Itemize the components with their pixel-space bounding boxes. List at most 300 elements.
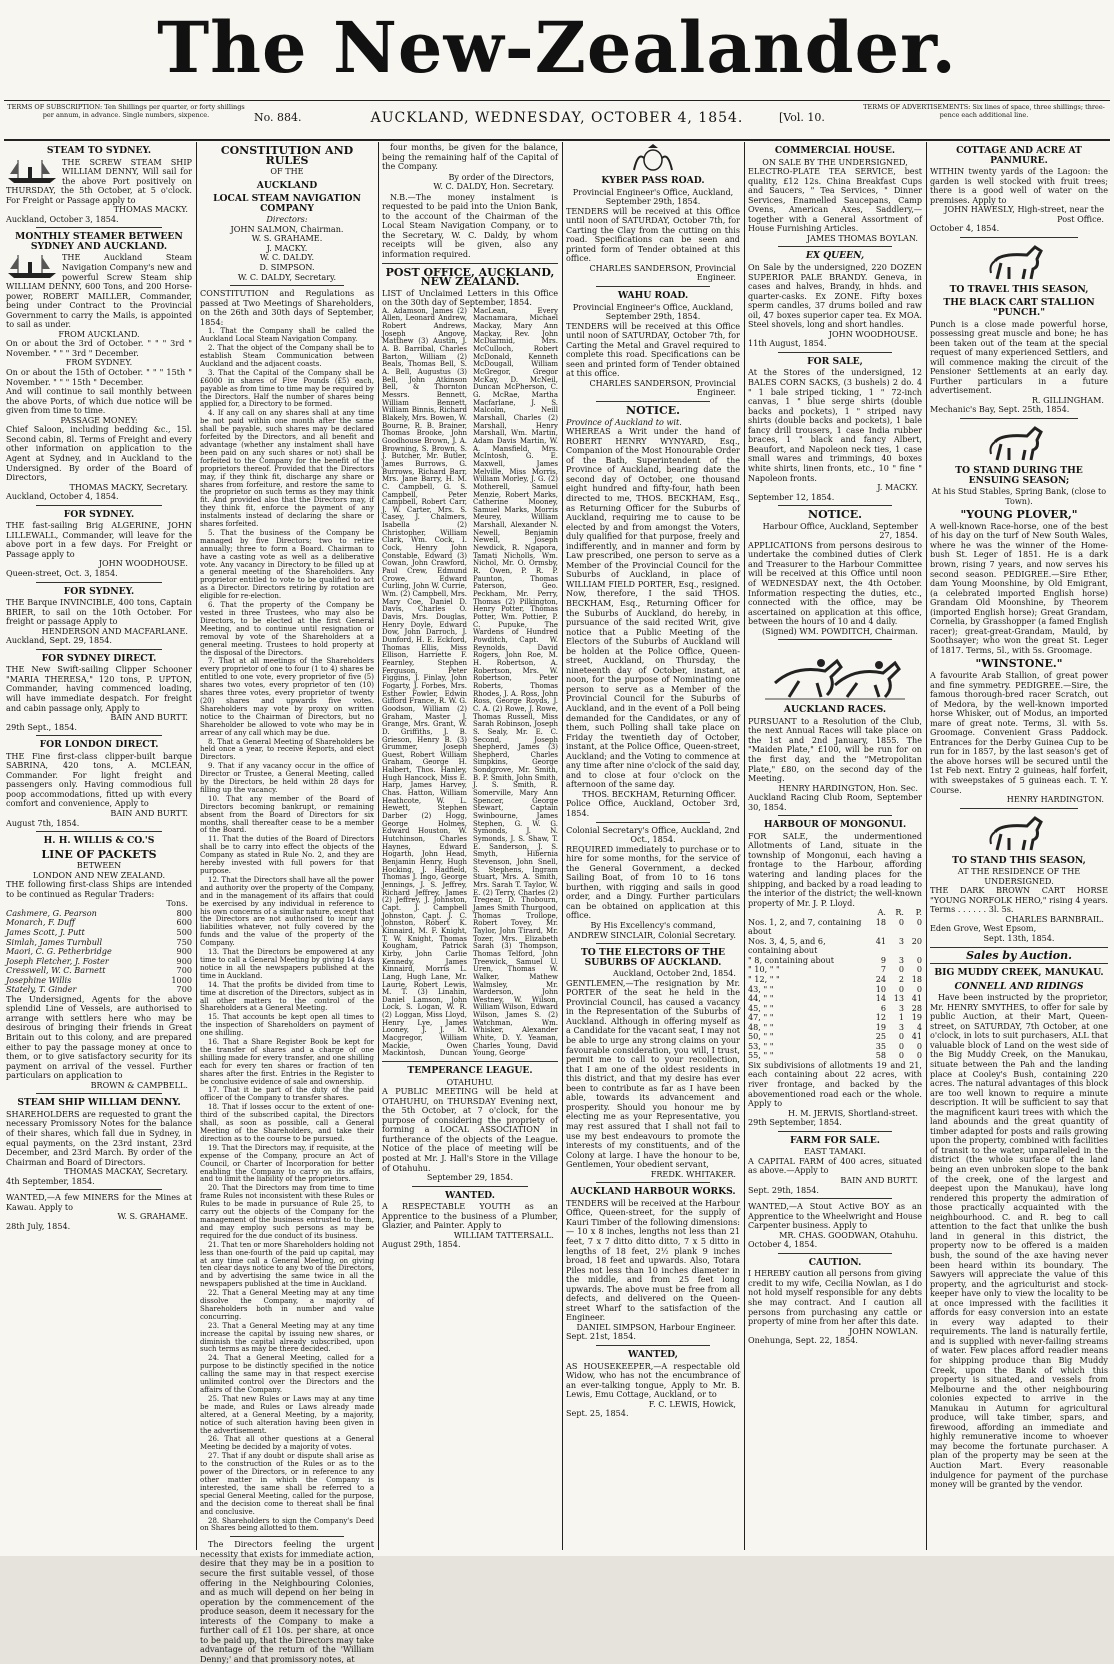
table-row [748, 937, 922, 956]
separator [930, 963, 1108, 964]
note-text: N.B.—The money instalment is requested to be paid into the Union Bank, to the account of the Chairman of the Local Steam Navigation Company, or to the Secretary, W. C. Daldy, by whom receipts will be given, also any information required. [382, 191, 558, 260]
constitution-rule: 4. If any call on any shares shall at any time be not paid within one month after the same shall be payable, such shares may be declared forfeited by the Directors, and all benefit and advantage (whether any instalment shall have been paid on any such shares or not) shall be forfeited to the Company for the benefit of the proprietors thereof. Provided that the Directors may, if they think fit, discharge any share or shares from forfeiture, and restore the same to the proprietor on such terms as they may think fit. And provided also that the Directors may, if they think fit, enforce the payment of any instalments instead of declaring the share or shares forfeited. [200, 409, 374, 529]
advert-signature: F. C. LEWIS, Howick, [648, 1398, 736, 1409]
advert-date: October 4, 1854. [748, 1239, 818, 1250]
separator [778, 246, 892, 247]
director-name: J. MACKY. [266, 242, 308, 253]
ship-tons: 700 [176, 984, 192, 995]
subheading: LONDON AND NEW ZEALAND. [32, 869, 166, 880]
heading-stand-season: TO STAND DURING THE ENSUING SEASON; [955, 465, 1083, 486]
constitution-rule: 6. That the property of the Company be vested in three Trustees, who may also be Directors, to be elected at the first General Meeting, and to continue until resignation or removal by vote of the Shareholders at a general meeting. Trustees to hold property at the disposal of the Directors. [200, 601, 374, 657]
advert-date: Police Office, Auckland, October 3rd, 1854. [566, 798, 740, 818]
schedule: On or about the 3rd of October. " " " 3rd " November. " " " 3rd " December. [6, 338, 192, 358]
table-cell: 0 [898, 1050, 904, 1061]
table-cell: 0 [898, 964, 904, 975]
advert-text: THE SCREW STEAM SHIP WILLIAM DENNY, Will sail for the above Port positively on THURSDAY, the 5th October, at 5 o'clock. For Freight or Passage apply to [6, 156, 192, 205]
heading-notice: NOTICE. [626, 404, 680, 418]
constitution-rule: 11. That the duties of the Board of Directors shall be to carry into effect the objects of the Company as stated in Rule No. 2, and they are hereby invested with full powers for that purpose. [200, 835, 374, 876]
table-row [748, 994, 922, 1004]
advert-text: THE Auckland Steam Navigation Company's new and powerful Screw Steam ship WILLIAM DENNY, 600 Tons, and 200 Horse-power, ROBERT MAILLER, Commander, being under Contract to the Provincial Government to carry the Mails, is appointed to sail as under. [6, 252, 192, 330]
separator [960, 808, 1078, 809]
heading-for-sale: FOR SALE, [807, 355, 863, 367]
advert-text: WANTED,—A few MINERS for the Mines at Kawau. Apply to [6, 1192, 192, 1212]
constitution-rule: 18. That if losses occur to the extent of one-third of the subscribed capital, the Directors shall, as soon as possible, call a General Meeting of the Shareholders, and take their direction as to the course to be pursued. [200, 1103, 374, 1143]
subscription-terms: TERMS OF SUBSCRIPTION: Ten Shillings per quarter, or forty shillings per annum, in advance. Single numbers, sixpence. [7, 103, 245, 119]
heading-for-sydney: FOR SYDNEY. [63, 585, 135, 597]
horse-name: "YOUNG PLOVER," [960, 508, 1078, 522]
advert-signature: BAIN AND BURTT. [840, 1174, 918, 1185]
advert-text: GENTLEMEN,—The resignation by Mr. PORTER of the seat he held in the Provincial Council, has caused a vacancy in the Representation of the Suburbs of Auckland. Although in offering myself as a Candidate for the vacant seat, I may not be able to urge any strong claims on your favourable consideration, you will, I trust, permit me to call to your recollection, that I am one of the oldest residents in this district, and that my desire has ever been to contribute as far as I have been able, towards its advancement and prosperity. Should you honour me by electing me as your Representative, you may rest assured that I shall not fail to use my best endeavours to promote the interests of my constituents, and of the Colony at large. I have the honour to be, Gentlemen, Your obedient servant, [566, 977, 740, 1170]
table-cell: 43, " " [748, 983, 774, 994]
constitution-rule: 1. That the Company shall be called the Auckland Local Steam Navigation Company. [200, 327, 374, 344]
constitution-rule: 9. That if any vacancy occur in the office of Director or Trustee, a General Meeting, called by the Directors, be held within 28 days for filling up the vacancy. [200, 762, 374, 794]
advert-text: THE fast-sailing Brig ALGERINE, JOHN LILLEWALL, Commander, will leave for the above port in a few days. For Freight or Passage apply to [6, 520, 192, 559]
advert-signature: CHARLES SANDERSON, Provincial Engineer. [589, 262, 736, 283]
subheading: OF THE [270, 166, 304, 177]
separator [778, 505, 892, 506]
advert-date: Sept. 13th, 1854. [983, 933, 1055, 943]
rule-list [200, 328, 374, 1533]
heading-mongonui: HARBOUR OF MONGONUI. [763, 819, 907, 831]
advert-text: WITHIN twenty yards of the Lagoon: the garden is well stocked with fruit trees; there is a good well of water on the premises. Apply to [930, 166, 1108, 205]
separator [596, 286, 710, 287]
constitution-rule: 27. That if any doubt or dispute shall arise as to the construction of the Rules or as to the power of the Directors, or in reference to any other matter in which the Company is interested, the same shall be referred to a special General Meeting, called for the purpose, and the decision come to thereat shall be final and conclusive. [200, 1452, 374, 1516]
table-cell: 3 [898, 935, 904, 946]
advert-signature: THOMAS MACKY, Secretary. [69, 481, 188, 492]
advert-signature: (Signed) WM. POWDITCH, Chairman. [762, 625, 918, 636]
advert-date: September 29, 1854. [426, 1172, 514, 1183]
heading-auckland-races: AUCKLAND RACES. [783, 704, 887, 716]
unclaimed-letters-list: A. Adamson, James (2) Allen, Leonard Andrew, Robert Andrews, Joseph Angove, Matthew (3) Austin, J. A. B. Barribal, Charles Barton, William (2) Beals, Thomas Bell, S. A. Bell, Augustus (3) Bell, John Atkinson Bell, & Thornton Messrs. Bennett, William Bennett, William Binnis, Richard Blakely, Mrs. Bowen, W. Bourne, R. B. Brainer, Thomas Brooke, John Goodhouse Brown, J. A. Browning, S. Brown, S. J. Butcher, Mr. Butler, James Burrows, G. Burrows, Richard Barr, Mrs. Jane Barry, H. M. C. Campbell, G. S. Campbell, Peter Campbell, Robert Carr, J. W. Carter, Mrs. S. Casey, J. Chalmers, Isabella (2) Christopher, William Clark, Wm. Cock, I. Cock, Henry John Constable, Edward (3) Cowan, John Crawford, Paul Crew, Edmund Crowe, Edward Curling, John W. Currie, Wm. (2) Campbell, Mrs. Mary Coe, Daniel D. Davis, Charles O. Davis, Mrs. Douglas, Henry Doyle, Edward Dow, John Darroch, J. Dunford, H. E. Eckford, Thomas Ellis, Miss Ellison, Harriette F. Fearnley, Stephen Ferguson, Peter Figgins, J. Finlay, John Fogarty, J. Forbes, Mrs. Esther Fowler, Edwin Gifford France, R. W. G. Goodson, William (2) Graham, Master J. Grange, Mrs. Grant, W. D. Griffiths, J. B. Grieson, Henry B. (3) Grummer, Joseph Guest, Robert William Graham, George H. Halbert, Thos. Hanley, Hugh Hancock, Miss E. Harp, James Harvey, Chas. Hatton, William Heathcote, W. L. Hewett, Stephen Darber (2) Hogg, George Holmes, Edward Houston, W. Hutchinson, Charles Haynes, Edward Hogarth, John Head, Benjamin Henry, Hugh Hocking, J. Hadfield, Thomas J. Ingo, George Jennings, J. S. Jeffrey, Richard Jeffrey, James (2) Jeffrey, J. Johnston, Capt. J. Campbell Johnston, Capt. J. C. Johnston, Robert K. Kinnaird, M. F. Knight, T. W. Knight, Thomas Kougham, Patrick Kirby, John Carlie Kennedy, James Kinnaird, Morris L. Lang, Hugh Lane, Mr. Laurie, Robert Lewis, M. T. (3) Linahin, Daniel Lamson, John Lock, S. Logan, W. R. (2) Loggan, Miss Lloyd, Henry Lye, James Looney, J. J. M. Macgregor, William Mackie, Owen Mackintosh, Duncan MacLean, Every Macnamara, Michael Mackay, Mary Ann Mackay, Rev. John McDiarmid, Mrs. McCulloch, Robert McDonald, Kenneth McDougall, William McGregor, Gregor McKay, D. McNeil, Duncan McPherson, C. G. McRae, Martha Macfarlane, J. S. Malcolm, Neill Marshall, Charles (2) Marshall, Henry Marshall, Wm. Martin, Adam Davis Martin, W. A. Mansfield, Mrs. McIntosh, G. E. Maxwell, James Melville, Miss Morris, William Morley, J. G. (2) Motherell, Samuel Menzie, Robert Marks, Catherine Mooney, Samuel Marks, Morris Meurey, William Marshall, Alexander N. Newell, Benjamin Newell, Joseph Newdick, R. Ngapora, Tamati Nicholls, Wm. Nichol, Mr. O. Ormsby, R. Owen, P. R. P. Paunton, Thomas Paterson, Geo. Peckham, Mr. Perry, Thomas (2) Pilkington, Henry Potter, Thomas Potter, Wm. Pottier, P. C. Pupuke, The Wardens of Hundred Powditch, Capt. W. Reynolds, David Rogers, John Roe, M. H. Robertson, A. Robertson, Mrs. W. Robertson, Peter Roberts, Thomas Rhodes, J. A. Ross, John Ross, George Royds, J. C. A. (2) Rowe, J. Rowe, Thomas Russell, Miss Sarah Robinson, Joseph S. Sealy, Mr. E. C. Second, Joseph Shepherd, James (3) Shepherd, Charles Simpkins, George Sondgrove, Mr. Smith, B. P. Smith, John Smith, J. S. Smith, R. Somerville, Mary Ann Spencer, George Stewart, Captain Swinbourne, James Stephen, G. W. G. Symonds, J. N. Symonds, J. S. Shaw, T. E. Sanderson, J. S. Smyth, Hibernia Stevenson, John Snell, S. Stephens, Ingram Stuart, Mrs. A. Smith, Mrs. Sarah T. Taylor, W. E. (2) Terry, Charles (2) Tregear, D. Thobourn, James Smith Thurgood, Thomas Trollope, Robert Tovey, Mr. Taylor, John Tirard, Mr. Tozer, Mrs. Elizabeth Sarah (3) Thompson, Thomas Telford, John Treewick, Samuel U. Uren, Thomas W. Walker, Mathew Walmsley, Mr. Warderson, John Westney, W. Wilson, William Wilson, Edward Wilson, James S. (2) Watchman, Wm. Whisker, Alexander White, D. Y. Yeaman, Charles Young, David Young, George [382, 306, 558, 1058]
constitution-rule: 23. That a General Meeting may at any time increase the capital by issuing new shares, or diminish the capital already subscribed, upon such terms as may be there decided. [200, 1321, 374, 1354]
advert-signature: BAIN AND BURTT. [110, 808, 188, 818]
director-name: W. C. DALDY, Secretary. [237, 271, 337, 282]
separator [596, 1182, 710, 1183]
table-cell: A. [877, 907, 886, 918]
constitution-rule: 12. That the Directors shall have all the power and authority over the property of the Company, and in the management of its affairs that could be exercised by any individual in reference to his own concerns of a similar nature, except that the Directors are not authorised to incur any liabilities whatever, not fully covered by the funds and the value of the property of the Company. [200, 875, 374, 948]
advert-signature: W. S. GRAHAME. [117, 1211, 188, 1222]
table-cell: 20 [911, 935, 922, 946]
ship-name: Simlah, James Turnbull [6, 936, 103, 947]
separator [778, 352, 892, 353]
schedule: On or about the 15th of October. " " " 15th " November. " " " 15th " December. [6, 367, 192, 387]
ship-tons: 800 [176, 907, 192, 918]
separator [960, 237, 1078, 238]
tons-label: Tons. [166, 898, 188, 909]
table-cell: 47, " " [748, 1012, 774, 1023]
table-cell: Nos. 3, 4, 5, and 6, containing about [748, 935, 826, 956]
separator [960, 418, 1078, 419]
table-cell: Nos. 1, 2, and 7, containing about [748, 916, 862, 937]
advert-text: TENDERS will be received at this Office until noon of SATURDAY, October 7th, for Carting the Metal and Gravel required to complete this road. Specifications can be seen and printed form of Tender obtained at this office. [566, 320, 740, 379]
separator [382, 263, 558, 264]
advert-text: THE Fine first-class clipper-built barque SABRINA, 420 tons, A. MCLEAN, Commander. For light freight and passengers only. Having commodious full poop accommodations, fitted up with every comfort and convenience, Apply to [6, 750, 192, 809]
advert-text: THE New Swift-sailing Clipper Schooner "MARIA THERESA," 120 tons, P. UPTON, Commander, having commenced loading, will have immediate despatch. For freight and cabin passage only, Apply to [6, 664, 192, 713]
advert-text: AS HOUSEKEEPER,—A respectable old Widow, who has not the encumbrance of an ever-talking tongue, Apply to Mr. B. Lewis, Emu Cottage, Auckland, or to [566, 1360, 740, 1400]
subheading: ON SALE BY THE UNDERSIGNED, [762, 156, 908, 167]
heading-steam-ship: STEAM SHIP WILLIAM DENNY. [17, 1097, 181, 1109]
ship-name: Cashmere, G. Pearson [6, 907, 97, 918]
advert-text: And will continue to sail monthly between the above Ports, of which due notice will be given from time to time. [6, 386, 192, 416]
advert-text: Have been instructed by the proprietor, Mr. HENRY SMYTHES, to offer for sale by public Auction, at their Mart, Queen-street, on SATURDAY, 7th October, at one o'clock, in lots to suit purchasers, ALL that valuable block of Land on the west side of the Big Muddy Creek, on the Manukau, situate between the Pah and the landing place at Cooley's Bush, containing 220 acres. The natural advantages of this block are too well known to require a minute description. It will be sufficient to say that the magnificent kauri trees with which the land abounds and the great quantity of timber adapted for posts and rails growing upon the property, combined with facilities of transit to the water, unparalleled in the district (the whole surface of the land being an even unbroken slope to the bank of the creek, one of the largest and deepest upon the Manukau), have long rendered this property the admiration of those practically acquainted with the neighbourhood. C. and R. beg to call attention to the fact that unlike the bush land in general in this district, the property now to be offered is a maiden bush, the sound of the axe having never been heard within its boundary. The Sawyers will appreciate the value of this property, and the agriculturist and stock-keeper have only to view the locality to be at once impressed with the facilities it affords for easy conversion into an estate in every way adapted to their requirements. The land is naturally fertile, and is supplied with never-failing streams of water. Few places afford readier means for shipping produce than Big Muddy Creek, upon the Bank of which this property is situated, and vessels from Melbourne and the other neighbouring colonies expected to arrive in the Manukau in Autumn for agricultural produce, will take timber, spars, and firewood, affording an immediate and highly remunerative income to whoever may become the fortunate purchaser. A plan of the property may be seen at the Auction Mart. Every reasonable indulgence for payment of the purchase money will be granted by the vendor. [930, 992, 1108, 1490]
heading-big-muddy-creek: BIG MUDDY CREEK, MANUKAU. [934, 967, 1104, 979]
ship-tons: 600 [176, 917, 192, 928]
advert-text: At the Stores of the undersigned, 12 BALES CORN SACKS, (3 bushels) 2 do. 4 " 1 bale striped ticking, 1 " 72-inch canvas, 1 " blue serge shirts (double backs and pockets), 1 " striped navy shirts (double backs and pockets), 1 bale fancy drill trousers, 1 case India rubber braces, 1 " black and fancy Albert, Beaufort, and Napoleon neck ties, 1 case small wares and trimmings, 40 boxes white shirts, linen fronts, etc., 10 " fine " Napoleon fronts. [748, 367, 922, 483]
table-cell: 53, " " [748, 1040, 774, 1051]
horse-icon [987, 422, 1051, 462]
separator [36, 831, 162, 832]
separator [778, 1131, 892, 1132]
advert-signature: THOMAS MACKY. [113, 204, 188, 215]
advert-text: I HEREBY caution all persons from giving credit to my wife, Cecilia Nowlan, as I do not hold myself responsible for any debts she may contract. And I caution all persons from purchasing any cattle or property of mine from her after this date. [748, 1268, 922, 1327]
table-cell: 0 [898, 983, 904, 994]
advert-signature: THOS. BECKHAM, Returning Officer. [582, 788, 736, 799]
advert-signature: BROWN & CAMPBELL. [90, 1079, 188, 1090]
heading-kyber-pass: KYBER PASS ROAD. [601, 175, 705, 186]
director-name: W. S. GRAHAME. [251, 233, 323, 244]
separator [930, 947, 1108, 948]
heading-wanted: WANTED, [628, 1348, 678, 1360]
table-cell: 7 [880, 964, 886, 975]
table-row [748, 1032, 922, 1042]
issue-info-bar [4, 100, 1110, 141]
advert-text: A PUBLIC MEETING will be held at OTAHUHU, on THURSDAY Evening next, the 5th October, at 7 o'clock, for the purpose of considering the propriety of forming a LOCAL ASSOCIATION in furtherance of the objects of the League. Notice of the place of meeting will be posted at Mr. J. Hall's Store in the Village of Otahuhu. [382, 1086, 558, 1173]
newspaper-title: The New-Zealander. [157, 6, 957, 89]
table-cell: 3 [898, 954, 904, 965]
ship-name: Maori, C. G. Petherbridge [6, 946, 112, 957]
advert-date: October 4, 1854. [930, 223, 1000, 234]
table-cell: P. [915, 907, 922, 918]
racehorses-illustration [765, 643, 905, 701]
advert-signature: JOHN WOODHOUSE. [828, 328, 918, 339]
constitution-rule: 8. That a General Meeting of Shareholders be held once a year, to receive Reports, and elect Directors. [200, 737, 374, 762]
heading-electors: TO THE ELECTORS OF THE SUBURBS OF AUCKLAND. [580, 947, 726, 968]
table-cell: 19 [875, 1021, 886, 1032]
table-row [748, 975, 922, 985]
table-cell: 3 [898, 1002, 904, 1013]
separator [778, 1198, 892, 1199]
constitution-rule: 7. That at all meetings of the Shareholders every proprietor of one to four (1 to 4) shares be entitled to one vote, every proprietor of five (5) shares two votes, every proprietor of ten (10) shares three votes, every proprietor of twenty (20) shares and upwards five votes. Shareholders may vote by proxy on written notice to the Chairman of Directors, but no Shareholder be allowed to vote who may be in arrear of any call which may be due. [200, 657, 374, 737]
advert-date: Sept. 25, 1854. [566, 1408, 629, 1419]
advert-date: 29th September, 1854. [748, 1117, 842, 1128]
heading-constitution: CONSTITUTION AND RULES [220, 144, 354, 167]
advert-signature: WILLIAM TATTERSALL. [453, 1229, 554, 1240]
table-cell: " 12, " " [748, 974, 780, 985]
steamship-icon [6, 253, 58, 279]
table-cell: 12 [875, 1012, 886, 1023]
table-cell: 28 [911, 1002, 922, 1013]
constitution-intro: CONSTITUTION and Regulations as passed at Two Meetings of Shareholders, on the 26th and 30th days of September, 1854: [200, 288, 374, 327]
advert-text: FOR SALE, the undermentioned Allotments of Land, situate in the township of Mongonui, each having a frontage to the Harbour, affording watering and landing places for the shipping, and backed by a road leading to the interior of the district; the well-known property of Mr. J. P. Lloyd. [748, 830, 922, 908]
table-cell: 0 [916, 964, 922, 975]
heading-connell-ridings: CONNELL AND RIDINGS [954, 980, 1084, 992]
director-name: W. C. DALDY. [259, 252, 315, 263]
horse-icon [987, 241, 1051, 281]
ship-name: Joseph Fletcher, J. Foster [6, 955, 109, 966]
table-cell: 0 [898, 1040, 904, 1051]
heading-post-office: POST OFFICE, AUCKLAND, NEW ZEALAND. [385, 265, 555, 289]
column-6 [930, 142, 1108, 1550]
advert-text: Six subdivisions of allotments 19 and 21, each containing about 22 acres, with river frontage, and backed by the abovementioned road each or the whole. Apply to [748, 1059, 922, 1109]
constitution-rule: 19. That the Directors may, if requisite, at the expense of the Company, procure an Act of Council, or Charter of Incorporation for better enabling the Company to carry on its affairs, and to limit the liability of the proprietors. [200, 1143, 374, 1184]
heading-stand-this-season: TO STAND THIS SEASON, [952, 854, 1086, 866]
director-list [200, 225, 374, 282]
advert-text: APPLICATIONS from persons desirous to undertake the combined duties of Clerk and Treasurer to the Harbour Committee will be received at this Office until noon of WEDNESDAY next, the 4th October. Information respecting the duties, etc., connected with the office, may be ascertained on application at this office, between the hours of 10 and 4 daily. [748, 539, 922, 627]
separator [36, 505, 162, 506]
heading-harbour-works: AUCKLAND HARBOUR WORKS. [570, 1186, 736, 1198]
constitution-rule: 5. That the business of the Company be managed by five Directors; two to retire annually; three to form a Board. Chairman to have a casting vote as well as a deliberative vote. Any vacancy in Directory to be filled up at a general meeting of the Shareholders. Any proprietor entitled to vote to be qualified to act as a Director. Directors retiring by rotation are eligible for re-election. [200, 528, 374, 601]
advert-date: Auckland, Sept. 29, 1854. [6, 635, 112, 646]
volume-number: [Vol. 10. [779, 111, 825, 124]
steamship-icon [6, 158, 58, 184]
separator [36, 735, 162, 736]
advert-signature: JOHN WOODHOUSE. [98, 558, 188, 569]
constitution-rule: 2. That the object of the Company shall be to establish Steam Communication between Auckland and the adjacent coasts. [200, 344, 374, 368]
column-2 [200, 142, 374, 1664]
issue-number: No. 884. [254, 111, 302, 124]
advert-text: The Undersigned, Agents for the above splendid Line of Vessels, are authorised to arrange with settlers here who may be desirous of bringing their friends in Great Britain out to this colony, and are prepared either to pay the passage money at once to them, or to give satisfactory security for its payment on arrival of the vessel. Further particulars on application to [6, 993, 192, 1081]
advert-signature: R. GILLINGHAM. [1031, 394, 1104, 405]
constitution-rule: 28. Shareholders to sign the Company's Deed on Shares being allotted to them. [200, 1516, 374, 1533]
advert-signature: HENRY HARDINGTON, Hon. Sec. [778, 782, 918, 793]
advert-text: TENDERS will be received at this Office until noon of SATURDAY, October 7th, for Carting the Clay from the cutting on this road. Specifications can be seen and printed form of Tender obtained at this office. [566, 205, 740, 264]
table-cell: 0 [898, 1031, 904, 1042]
table-cell: 0 [916, 954, 922, 965]
advert-text: A favourite Arab Stallion, of great power and fine symmetry. PEDIGREE.—Sire, the famous thorough-bred racer Scratch, out of Medora, by the well-known imported horse Whisker, out of Modus, an imported mare of great note. Terms, 3l. with 5s. Groomage. Convenient Grass Paddock. Entrances for the Derby Guinea Cup to be run for in 1857, by the last season's get of the above horses will be secured until the 1st Feb next. Entry 2 guineas, half forfeit, with sweepstakes of 5 guineas each. T. Y. Course. [930, 669, 1108, 795]
advert-date: August 7th, 1854. [6, 817, 80, 828]
ship-tons: 1000 [171, 974, 192, 985]
advertisement-terms: TERMS OF ADVERTISEMENTS: Six lines of space, three shillings; three-pence each additional line. [863, 103, 1105, 119]
constitution-rule: 21. That ten or more Shareholders holding not less than one-fourth of the paid up capital, may at any time call a General Meeting, on giving ten clear days notice to any two of the Directors, and by advertising the same twice in all the newspapers published at the time in Auckland. [200, 1240, 374, 1289]
separator [412, 1186, 528, 1187]
heading-monthly-steamer: MONTHLY STEAMER BETWEEN SYDNEY AND AUCKLAND. [15, 231, 183, 252]
ship-name: Cresswell, W. C. Barnett [6, 965, 106, 976]
constitution-rule: 22. That a General Meeting may at any time dissolve the Company, a majority of Shareholders both in number and value concurring. [200, 1289, 374, 1321]
table-cell: 0 [916, 916, 922, 927]
constitution-rule: 25. That new Rules or Laws may at any time be made, and Rules or Laws already made altered, at a General Meeting, by a majority, notice of such alteration having been given in the advertisement. [200, 1394, 374, 1435]
constitution-rule: 13. That the Directors be empowered at any time to call a General Meeting by giving 14 days notice in all the newspapers published at the time in Auckland. [200, 948, 374, 980]
advert-date: 28th July, 1854. [6, 1220, 71, 1231]
table-cell: 0 [916, 983, 922, 994]
subheading: BETWEEN [76, 860, 122, 871]
column-rule [744, 142, 745, 1550]
table-cell: 58 [875, 1050, 886, 1061]
heading-cottage: COTTAGE AND ACRE AT PANMURE. [956, 145, 1082, 166]
advert-william-denny [6, 158, 192, 225]
advert-signature: CHARLES BARNBRAIL. [1005, 913, 1104, 924]
separator [596, 943, 710, 944]
separator [230, 1536, 344, 1537]
table-cell: R. [895, 907, 904, 918]
table-cell: " 8, containing about [748, 954, 834, 965]
ship-tons: 900 [176, 955, 192, 966]
director-name: JOHN SALMON, Chairman. [230, 223, 344, 234]
advert-text: REQUIRED immediately to purchase or to hire for some months, for the service of the General Government, a decked Sailing Boat, of from 10 to 16 tons burthen, with rigging and sails in good order, and a Dingy. Further particulars can be obtained on application at this office. [566, 843, 740, 921]
subheading: OTAHUHU. [446, 1076, 494, 1087]
heading-notice: NOTICE. [808, 508, 862, 522]
ship-tons: 750 [176, 936, 192, 947]
ship-name: Monarch, F. Duff [6, 917, 75, 928]
advert-monthly-steamer [6, 253, 192, 501]
table-cell: 9 [880, 954, 886, 965]
separator [778, 639, 892, 640]
table-cell: 24 [875, 974, 886, 985]
advert-date: 4th September, 1854. [6, 1175, 95, 1186]
separator [778, 815, 892, 816]
advert-place: At his Stud Stables, Spring Bank, (close to Town). [931, 486, 1107, 506]
horse-name: "WINSTONE." [975, 657, 1063, 671]
heading-steam-to-sydney: STEAM TO SYDNEY. [46, 145, 152, 156]
table-cell: 55, " " [748, 1050, 774, 1061]
ship-name: James Scott, J. Putt [6, 927, 85, 938]
table-cell: 50, " " [748, 1031, 774, 1042]
masthead [0, 0, 1114, 98]
advert-signature: ANDREW SINCLAIR, Colonial Secretary. [568, 929, 736, 940]
heading-temperance: TEMPERANCE LEAGUE. [407, 1065, 533, 1077]
heading-farm-for-sale: FARM FOR SALE. [790, 1134, 880, 1146]
advert-date: 11th August, 1854. [748, 338, 827, 349]
advert-signature: CHARLES SANDERSON, Provincial Engineer. [589, 377, 736, 398]
advert-place: Colonial Secretary's Office, Auckland, 2nd Oct., 1854. [566, 824, 740, 845]
advert-signature: JAMES THOMAS BOYLAN. [806, 232, 918, 243]
column-rule [926, 142, 927, 1550]
table-row [748, 1023, 922, 1033]
advert-text: Chief Saloon, including bedding &c., 15l. Second cabin, 8l. Terms of Freight and every other information on application to the Agent at Sydney, and in Auckland to the Undersigned. By order of the Board of Directors, [6, 424, 192, 483]
column-3 [382, 142, 558, 1550]
heading-line-of-packets: LINE OF PACKETS [41, 847, 157, 861]
advert-text: A RESPECTABLE YOUTH as an Apprentice to the business of a Plumber, Glazier, and Painter. Apply to [382, 1201, 558, 1231]
constitution-rule: 3. That the Capital of the Company shall be £6000 in shares of Five Pounds (£5) each, payable as from time to time may be required by the Directors. Half the number of shares being applied for, a Directory to be formed. [200, 368, 374, 409]
advert-text: TENDERS will be received at the Harbour Office, Queen-street, for the supply of Kauri Timber of the following dimensions:— 10 x 8 inches, lengths not less than 21 feet, 7 x 7 ditto ditto ditto, 7 x 5 ditto in lengths of 18 feet, 2½ plank 9 inches broad, 18 feet and upwards. Also, Totara Piles not less than 10 inches diameter in the middle, and from 25 feet long upwards. The above must be free from all defects, and delivered on the Queen-street Wharf to the satisfaction of the Engineer. [566, 1197, 740, 1323]
advert-signature: H. M. JERVIS, Shortland-street. [787, 1107, 918, 1118]
table-cell: 45, " " [748, 1002, 774, 1013]
subheading: FROM SYDNEY. [65, 357, 133, 368]
advert-text: ELECTRO-PLATE TEA SERVICE, best quality, £12 12s. China Breakfast Cups and Saucers, " Tea Services, " Dinner Services, Enamelled Saucepans, Camp Ovens, American Axes, Saddlery,—together with a General Assortment of House Furnishing Articles. [748, 166, 922, 234]
advert-signature: BAIN AND BURTT. [110, 712, 188, 723]
letters-intro: LIST of Unclaimed Letters in this Office on the 30th day of September, 1854. [382, 287, 558, 308]
advert-text: THE DARK BROWN CART HORSE "YOUNG NORFOLK HERO," rising 4 years. Terms . . . . . . 3l. 5s. [930, 885, 1108, 915]
advert-text: A CAPITAL FARM of 400 acres, situated as above.—Apply to [748, 1155, 922, 1176]
advert-text: THE following first-class Ships are intended to be continued as Regular Traders: [6, 879, 192, 899]
province-label: Province of Auckland to wit. [566, 416, 682, 427]
dateline: AUCKLAND, WEDNESDAY, OCTOBER 4, 1854. [370, 110, 744, 126]
ship-tons: 900 [176, 946, 192, 957]
advert-date: Auckland, October 2nd, 1854. [612, 968, 736, 979]
table-cell: 1 [898, 1012, 904, 1023]
advert-signature: MR. CHAS. GOODWAN, Otahuhu. [779, 1229, 918, 1240]
separator [36, 1189, 162, 1190]
advert-date: Queen-street, Oct. 3, 1854. [6, 567, 118, 578]
advert-date: Sept. 29th, 1854. [748, 1184, 819, 1195]
constitution-rule: 10. That any member of the Board of Directors becoming bankrupt, or remaining absent from the Board of Directors for six months, shall thereafter cease to be a member of the Board. [200, 794, 374, 835]
advert-text: A well-known Race-horse, one of the best of his day on the turf of New South Wales, where he was the winner of the Home-bush St. Leger of 1851. He is a dark brown, rising 7 years, and now serves his second season. PEDIGREE.—Sire Ether, dam Young Moonshine, by Old Emigrant, (a celebrated imported English horse) Grandam Old Moonshine, by Theorem (imported English horse); Great Grandam, Cornelia, by Grasshopper (a famed English racer); great-great-Grandam, Mauld, by Soothsayer; who won the great St. Leger of 1817. Terms, 5l., with 5s. Groomage. [930, 520, 1108, 655]
advert-text: PURSUANT to a Resolution of the Club, the next Annual Races will take place on the 1st and 2nd January, 1855. The "Maiden Plate," £100, will be run for on the first day, and the "Metropolitan Plate," £80, on the second day of the Meeting. [748, 715, 922, 784]
advert-signature: FREDK. WHITAKER. [650, 1168, 736, 1179]
heading-for-sydney: FOR SYDNEY. [63, 508, 135, 520]
advert-date: August 29th, 1854. [382, 1239, 461, 1250]
table-cell: 18 [911, 974, 922, 985]
separator [596, 401, 710, 402]
table-cell: 0 [916, 1050, 922, 1061]
ship-list [6, 909, 192, 995]
ship-tons: 500 [176, 927, 192, 938]
advert-signature: W. C. DALDY, Hon. Secretary. [433, 181, 554, 192]
advert-signature: JOHN HAWESLY, High-street, near the Post Office. [944, 204, 1104, 224]
royal-crest-icon [630, 144, 676, 172]
heading-city: AUCKLAND [256, 179, 318, 191]
column-rule [378, 142, 379, 1550]
heading-cart-stallion: THE BLACK CART STALLION "PUNCH." [943, 297, 1095, 319]
ship-name: Josephine Willis [6, 974, 72, 985]
table-cell: 44, " " [748, 993, 774, 1004]
advert-date: Onehunga, Sept. 22, 1854. [748, 1335, 858, 1346]
table-cell: 0 [916, 1040, 922, 1051]
ship-tons: 700 [176, 965, 192, 976]
column-rule [196, 142, 197, 1550]
advert-text: SHAREHOLDERS are requested to grant the necessary Promissory Notes for the balance of their shares, which fall due in Sydney, in equal payments, on the 23rd instant, 23rd December, and 23rd March. By order of the Chairman and Board of Directors. [6, 1108, 192, 1167]
table-row [748, 1042, 922, 1052]
advert-place: Harbour Office, Auckland, September 27, 1854. [762, 520, 918, 541]
advert-signature: DANIEL SIMPSON, Harbour Engineer. [576, 1321, 736, 1332]
horse-icon [987, 812, 1051, 852]
heading-sales-by-auction: Sales by Auction. [966, 948, 1072, 962]
advert-text: Punch is a close made powerful horse, possessing great muscle and bone; he has been taken out of the team at the special request of many experienced Settlers, and will commence making the circuit of the Pensioner Settlements at an early day. Further particulars in a future advertisement. [930, 318, 1108, 396]
table-cell: 19 [911, 1012, 922, 1023]
allotments-table [748, 908, 922, 1061]
separator [36, 227, 162, 228]
table-cell: 4 [916, 1021, 922, 1032]
heading-ex-queen: EX QUEEN, [805, 250, 865, 262]
heading-sydney-direct: FOR SYDNEY DIRECT. [41, 652, 157, 664]
constitution-rule: 26. That all other questions at a General Meeting be decided by a majority of votes. [200, 1435, 374, 1452]
table-row [748, 1004, 922, 1014]
table-cell: 41 [875, 935, 886, 946]
advert-date: Mechanic's Bay, Sept. 25th, 1854. [930, 404, 1070, 415]
table-cell: 14 [875, 993, 886, 1004]
table-cell: 3 [898, 1021, 904, 1032]
constitution-rule: 24. That a General Meeting, called for a purpose to be distinctly specified in the notice calling the same may in that respect exercise unlimited control over the Directors and the affairs of the Company. [200, 1354, 374, 1395]
ship-name: Stately, T. Ginder [6, 984, 77, 995]
subheading: PASSAGE MONEY: [60, 414, 138, 425]
separator [36, 649, 162, 650]
advert-place: Provincial Engineer's Office, Auckland, September 29th, 1854. [572, 301, 734, 322]
heading-wahu-road: WAHU ROAD. [617, 290, 689, 302]
constitution-rule: 14. That the profits be divided from time to time at discretion of the Directors, subject as in all other matters to the control of the Shareholders at a General Meeting. [200, 980, 374, 1013]
table-cell: 0 [898, 916, 904, 927]
advert-signature: HENDERSON AND MACFARLANE. [41, 625, 188, 636]
table-cell: 41 [911, 993, 922, 1004]
table-cell: " 10, " " [748, 964, 780, 975]
table-cell: 6 [880, 1002, 886, 1013]
advert-date: Sept. 21st, 1854. [566, 1331, 636, 1342]
advert-signature: JOHN NOWLAN. [849, 1325, 918, 1336]
table-row [748, 1013, 922, 1023]
advert-text: THE Barque INVINCIBLE, 400 tons, Captain BRIER, to sail on the 10th October. For freight or passage Apply to [6, 597, 192, 627]
separator [596, 822, 710, 823]
column-1 [6, 142, 192, 1550]
constitution-rule: 17. That it be part of the duty of the paid officer of the Company to transfer shares. [200, 1086, 374, 1103]
separator [36, 582, 162, 583]
constitution-rule: 15. That accounts be kept open all times to the inspection of Shareholders on payment of one shilling. [200, 1013, 374, 1038]
column-5 [748, 142, 922, 1550]
separator [778, 1253, 892, 1254]
separator [596, 1345, 710, 1346]
heading-company: LOCAL STEAM NAVIGATION COMPANY [213, 193, 361, 214]
column-4 [566, 142, 740, 1550]
continuation-text: four months, be given for the balance, being the remaining half of the Capital of the Company. [382, 142, 558, 172]
subheading: EAST TAMAKI. [803, 1146, 867, 1157]
heading-wanted: WANTED. [445, 1189, 495, 1201]
